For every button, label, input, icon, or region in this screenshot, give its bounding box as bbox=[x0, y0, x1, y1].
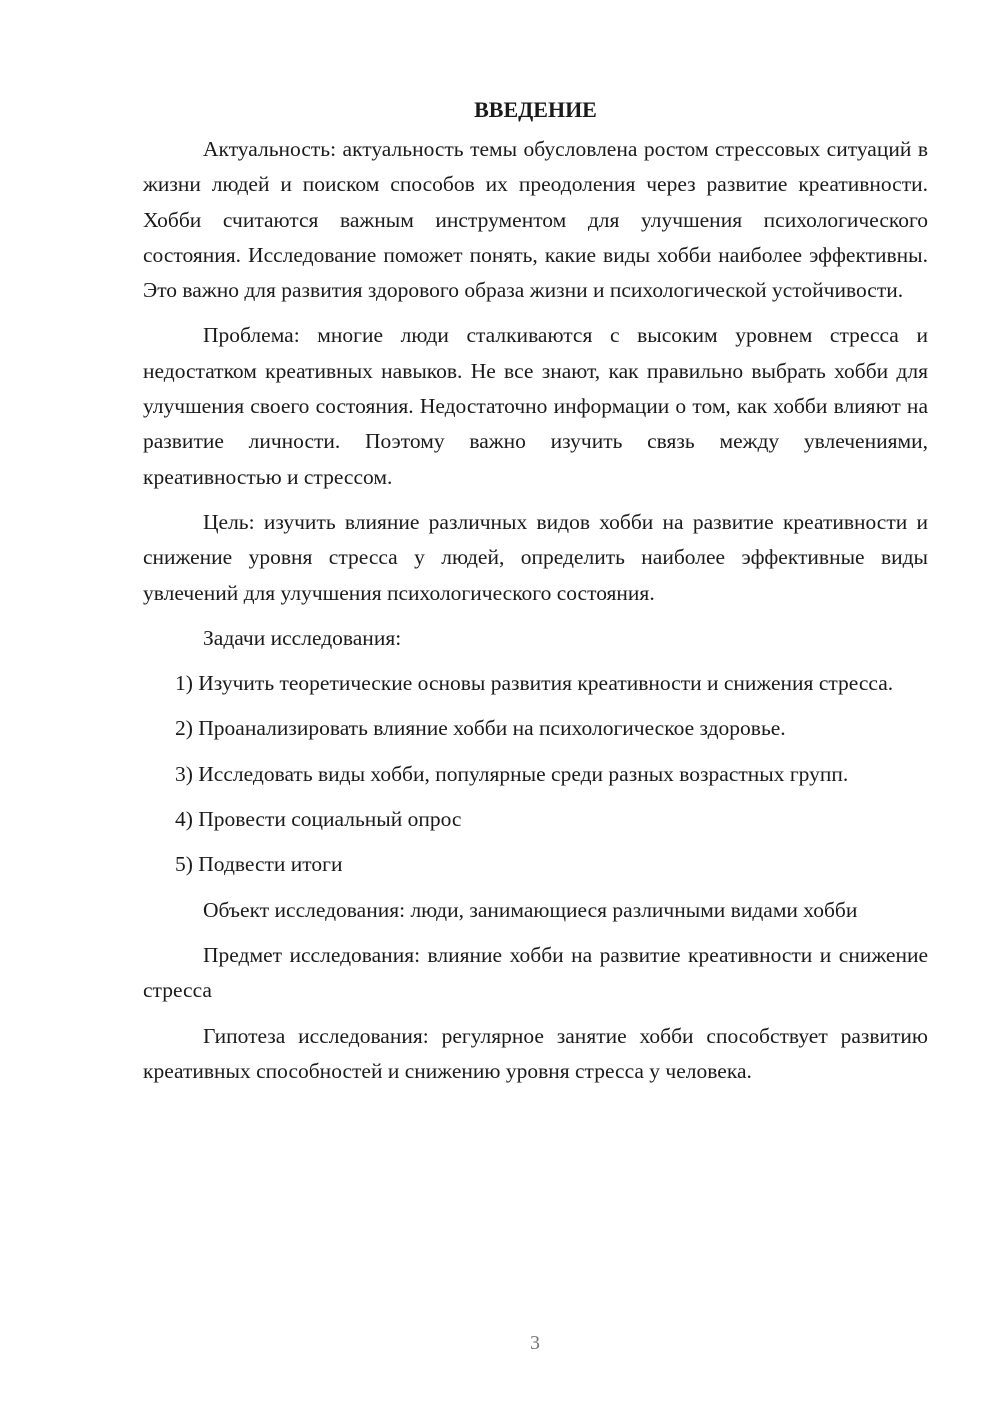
section-title: ВВЕДЕНИЕ bbox=[474, 97, 597, 122]
document-page bbox=[143, 92, 928, 1099]
page-number: 3 bbox=[530, 1332, 540, 1354]
task-item-4: 4) Провести социальный опрос bbox=[175, 807, 462, 832]
tasks-heading: Задачи исследования: bbox=[203, 625, 402, 650]
task-item-3: 3) Исследовать виды хобби, популярные среди разных возрастных групп. bbox=[175, 761, 849, 786]
problem-paragraph: Проблема: многие люди сталкиваются с высоким уровнем стресса и недостатком креативных навыков. Не все знают, как правильно выбрать хобби для улучшения своего состояния. Недостаточно информации о том, как хобби влияют на развитие личности. Поэтому важно изучить связь между увлечениями, креативностью и стрессом. bbox=[143, 323, 928, 489]
goal-paragraph: Цель: изучить влияние различных видов хобби на развитие креативности и снижение уровня стресса у людей, определить наиболее эффективные виды увлечений для улучшения психологического состояния. bbox=[143, 509, 928, 605]
task-item-2: 2) Проанализировать влияние хобби на психологическое здоровье. bbox=[175, 716, 786, 741]
object-paragraph: Объект исследования: люди, занимающиеся различными видами хобби bbox=[203, 897, 858, 922]
hypothesis-paragraph: Гипотеза исследования: регулярное занятие хобби способствует развитию креативных способностей и снижению уровня стресса у человека. bbox=[143, 1023, 928, 1083]
task-item-1: 1) Изучить теоретические основы развития креативности и снижения стресса. bbox=[175, 671, 894, 696]
subject-paragraph: Предмет исследования: влияние хобби на развитие креативности и снижение стресса bbox=[143, 942, 928, 1003]
task-item-5: 5) Подвести итоги bbox=[175, 852, 343, 877]
relevance-paragraph: Актуальность: актуальность темы обусловлена ростом стрессовых ситуаций в жизни людей и поиском способов их преодоления через развитие креативности. Хобби считаются важным инструментом для улучшения психологического состояния. Исследование поможет понять, какие виды хобби наиболее эффективны. Это важно для развития здорового образа жизни и психологической устойчивости. bbox=[143, 137, 928, 303]
